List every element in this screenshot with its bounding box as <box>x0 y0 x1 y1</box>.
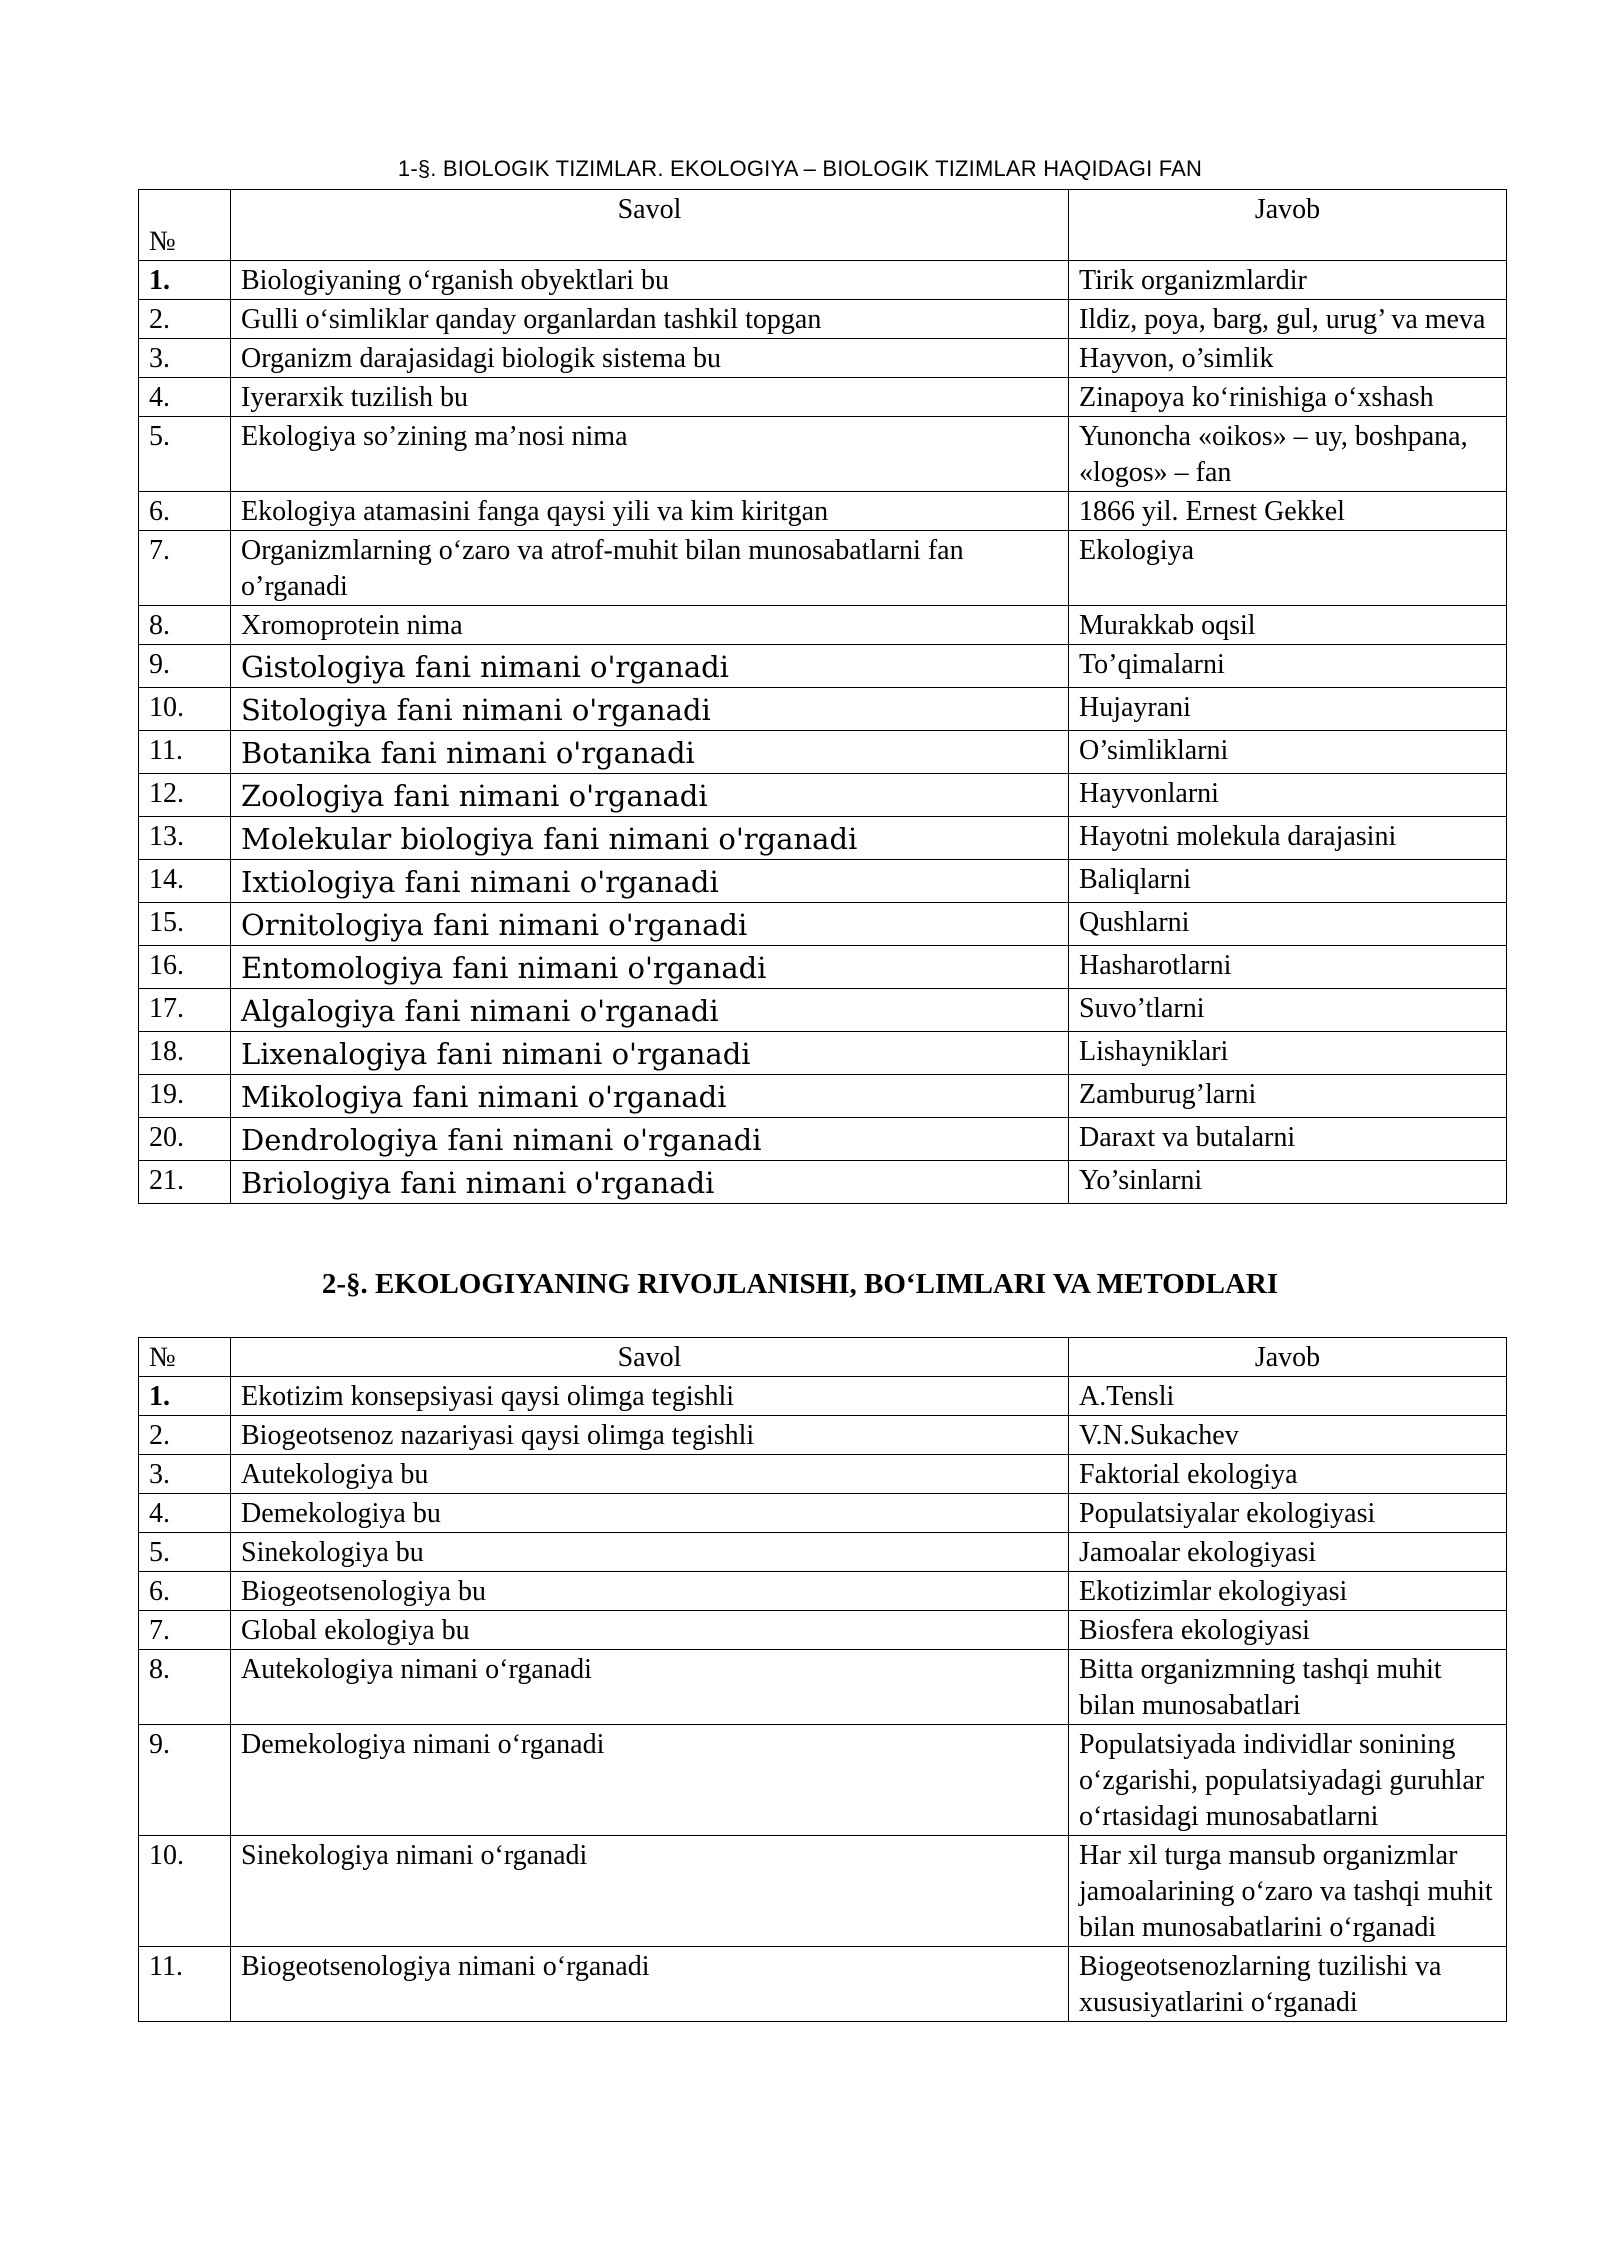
table-row <box>139 378 1507 417</box>
table-row <box>139 492 1507 531</box>
table-row <box>139 731 1507 774</box>
row-question: Biogeotsenologiya bu <box>231 1572 1069 1611</box>
row-answer: Populatsiyada individlar sonining o‘zgarishi, populatsiyadagi guruhlar o‘rtasidagi munosabatlarni <box>1069 1725 1507 1836</box>
row-question: Gulli o‘simliklar qanday organlardan tashkil topgan <box>231 300 1069 339</box>
row-question: Demekologiya nimani o‘rganadi <box>231 1725 1069 1836</box>
row-answer: Biogeotsenozlarning tuzilishi va xususiyatlarini o‘rganadi <box>1069 1947 1507 2022</box>
row-answer: Yo’sinlarni <box>1069 1161 1507 1204</box>
table-header-row <box>139 1338 1507 1377</box>
row-question: Molekular biologiya fani nimani o'rganadi <box>231 817 1069 860</box>
row-number: 4. <box>139 1494 231 1533</box>
row-number: 1. <box>139 1377 231 1416</box>
row-number: 14. <box>139 860 231 903</box>
row-answer: Zinapoya ko‘rinishiga o‘xshash <box>1069 378 1507 417</box>
row-question: Botanika fani nimani o'rganadi <box>231 731 1069 774</box>
row-question: Organizm darajasidagi biologik sistema bu <box>231 339 1069 378</box>
row-question: Global ekologiya bu <box>231 1611 1069 1650</box>
row-answer: Murakkab oqsil <box>1069 606 1507 645</box>
row-question: Ekologiya atamasini fanga qaysi yili va kim kiritgan <box>231 492 1069 531</box>
row-answer: To’qimalarni <box>1069 645 1507 688</box>
row-answer: Daraxt va butalarni <box>1069 1118 1507 1161</box>
row-number: 4. <box>139 378 231 417</box>
table-row <box>139 645 1507 688</box>
row-question: Ekotizim konsepsiyasi qaysi olimga tegishli <box>231 1377 1069 1416</box>
row-number: 5. <box>139 417 231 492</box>
table-row <box>139 903 1507 946</box>
row-answer: O’simliklarni <box>1069 731 1507 774</box>
row-answer: Ildiz, poya, barg, gul, urug’ va meva <box>1069 300 1507 339</box>
section-1-table <box>138 189 1507 1204</box>
table-row <box>139 1416 1507 1455</box>
row-answer: V.N.Sukachev <box>1069 1416 1507 1455</box>
row-number: 1. <box>139 261 231 300</box>
row-question: Sinekologiya bu <box>231 1533 1069 1572</box>
row-number: 6. <box>139 492 231 531</box>
row-question: Autekologiya nimani o‘rganadi <box>231 1650 1069 1725</box>
row-answer: Hujayrani <box>1069 688 1507 731</box>
column-header-answer: Javob <box>1069 1338 1507 1377</box>
table-row <box>139 860 1507 903</box>
row-question: Entomologiya fani nimani o'rganadi <box>231 946 1069 989</box>
row-question: Mikologiya fani nimani o'rganadi <box>231 1075 1069 1118</box>
row-question: Ixtiologiya fani nimani o'rganadi <box>231 860 1069 903</box>
row-question: Zoologiya fani nimani o'rganadi <box>231 774 1069 817</box>
row-number: 2. <box>139 1416 231 1455</box>
table-row <box>139 1572 1507 1611</box>
row-number: 10. <box>139 1836 231 1947</box>
row-question: Autekologiya bu <box>231 1455 1069 1494</box>
row-answer: Hasharotlarni <box>1069 946 1507 989</box>
table-row <box>139 1611 1507 1650</box>
table-row <box>139 531 1507 606</box>
row-number: 12. <box>139 774 231 817</box>
row-question: Iyerarxik tuzilish bu <box>231 378 1069 417</box>
row-number: 10. <box>139 688 231 731</box>
row-question: Biogeotsenologiya nimani o‘rganadi <box>231 1947 1069 2022</box>
row-answer: Faktorial ekologiya <box>1069 1455 1507 1494</box>
row-number: 17. <box>139 989 231 1032</box>
row-answer: Lishayniklari <box>1069 1032 1507 1075</box>
table-row <box>139 1118 1507 1161</box>
column-header-number: № <box>139 190 231 261</box>
table-row <box>139 946 1507 989</box>
row-answer: Har xil turga mansub organizmlar jamoalarining o‘zaro va tashqi muhit bilan munosabatlarini o‘rganadi <box>1069 1836 1507 1947</box>
section-2-title: 2-§. EKOLOGIYANING RIVOJLANISHI, BO‘LIMLARI VA METODLARI <box>321 1268 1279 1300</box>
table-row <box>139 1494 1507 1533</box>
row-number: 21. <box>139 1161 231 1204</box>
table-row <box>139 1650 1507 1725</box>
row-question: Dendrologiya fani nimani o'rganadi <box>231 1118 1069 1161</box>
section-2-table <box>138 1337 1507 2022</box>
row-question: Ekologiya so’zining ma’nosi nima <box>231 417 1069 492</box>
row-answer: Ekotizimlar ekologiyasi <box>1069 1572 1507 1611</box>
table-row <box>139 300 1507 339</box>
row-number: 9. <box>139 1725 231 1836</box>
row-answer: Tirik organizmlardir <box>1069 261 1507 300</box>
row-answer: Hayvonlarni <box>1069 774 1507 817</box>
row-answer: Hayvon, o’simlik <box>1069 339 1507 378</box>
row-question: Algalogiya fani nimani o'rganadi <box>231 989 1069 1032</box>
row-answer: A.Tensli <box>1069 1377 1507 1416</box>
row-question: Xromoprotein nima <box>231 606 1069 645</box>
row-number: 19. <box>139 1075 231 1118</box>
row-answer: Qushlarni <box>1069 903 1507 946</box>
table-row <box>139 1725 1507 1836</box>
table-row <box>139 1836 1507 1947</box>
row-answer: Jamoalar ekologiyasi <box>1069 1533 1507 1572</box>
row-question: Sinekologiya nimani o‘rganadi <box>231 1836 1069 1947</box>
row-answer: Suvo’tlarni <box>1069 989 1507 1032</box>
table-row <box>139 1161 1507 1204</box>
table-row <box>139 774 1507 817</box>
row-number: 11. <box>139 1947 231 2022</box>
row-question: Demekologiya bu <box>231 1494 1069 1533</box>
table-row <box>139 1075 1507 1118</box>
row-number: 8. <box>139 1650 231 1725</box>
table-row <box>139 1947 1507 2022</box>
column-header-answer: Javob <box>1069 190 1507 261</box>
table-row <box>139 1533 1507 1572</box>
row-answer: Baliqlarni <box>1069 860 1507 903</box>
table-row <box>139 989 1507 1032</box>
row-answer: Ekologiya <box>1069 531 1507 606</box>
row-answer: Bitta organizmning tashqi muhit bilan munosabatlari <box>1069 1650 1507 1725</box>
table-row <box>139 1455 1507 1494</box>
row-question: Sitologiya fani nimani o'rganadi <box>231 688 1069 731</box>
row-number: 7. <box>139 1611 231 1650</box>
row-question: Lixenalogiya fani nimani o'rganadi <box>231 1032 1069 1075</box>
table-row <box>139 339 1507 378</box>
table-row <box>139 261 1507 300</box>
row-question: Gistologiya fani nimani o'rganadi <box>231 645 1069 688</box>
table-row <box>139 606 1507 645</box>
column-header-question: Savol <box>231 1338 1069 1377</box>
row-answer: Biosfera ekologiyasi <box>1069 1611 1507 1650</box>
row-number: 6. <box>139 1572 231 1611</box>
row-answer: 1866 yil. Ernest Gekkel <box>1069 492 1507 531</box>
row-answer: Hayotni molekula darajasini <box>1069 817 1507 860</box>
row-number: 8. <box>139 606 231 645</box>
column-header-number: № <box>139 1338 231 1377</box>
table-row <box>139 1377 1507 1416</box>
row-answer: Zamburug’larni <box>1069 1075 1507 1118</box>
row-number: 20. <box>139 1118 231 1161</box>
row-number: 18. <box>139 1032 231 1075</box>
row-question: Briologiya fani nimani o'rganadi <box>231 1161 1069 1204</box>
row-number: 15. <box>139 903 231 946</box>
table-row <box>139 817 1507 860</box>
table-row <box>139 417 1507 492</box>
row-question: Ornitologiya fani nimani o'rganadi <box>231 903 1069 946</box>
row-number: 13. <box>139 817 231 860</box>
table-header-row <box>139 190 1507 261</box>
row-question: Biologiyaning o‘rganish obyektlari bu <box>231 261 1069 300</box>
row-number: 5. <box>139 1533 231 1572</box>
row-answer: Populatsiyalar ekologiyasi <box>1069 1494 1507 1533</box>
row-number: 16. <box>139 946 231 989</box>
row-number: 9. <box>139 645 231 688</box>
section-1-title: 1-§. BIOLOGIK TIZIMLAR. EKOLOGIYA – BIOLOGIK TIZIMLAR HAQIDAGI FAN <box>397 156 1203 181</box>
table-row <box>139 688 1507 731</box>
row-number: 3. <box>139 1455 231 1494</box>
row-number: 2. <box>139 300 231 339</box>
row-question: Organizmlarning o‘zaro va atrof-muhit bilan munosabatlarni fan o’rganadi <box>231 531 1069 606</box>
table-row <box>139 1032 1507 1075</box>
row-number: 7. <box>139 531 231 606</box>
row-answer: Yunoncha «oikos» – uy, boshpana, «logos» – fan <box>1069 417 1507 492</box>
row-number: 11. <box>139 731 231 774</box>
row-question: Biogeotsenoz nazariyasi qaysi olimga tegishli <box>231 1416 1069 1455</box>
column-header-question: Savol <box>231 190 1069 261</box>
row-number: 3. <box>139 339 231 378</box>
